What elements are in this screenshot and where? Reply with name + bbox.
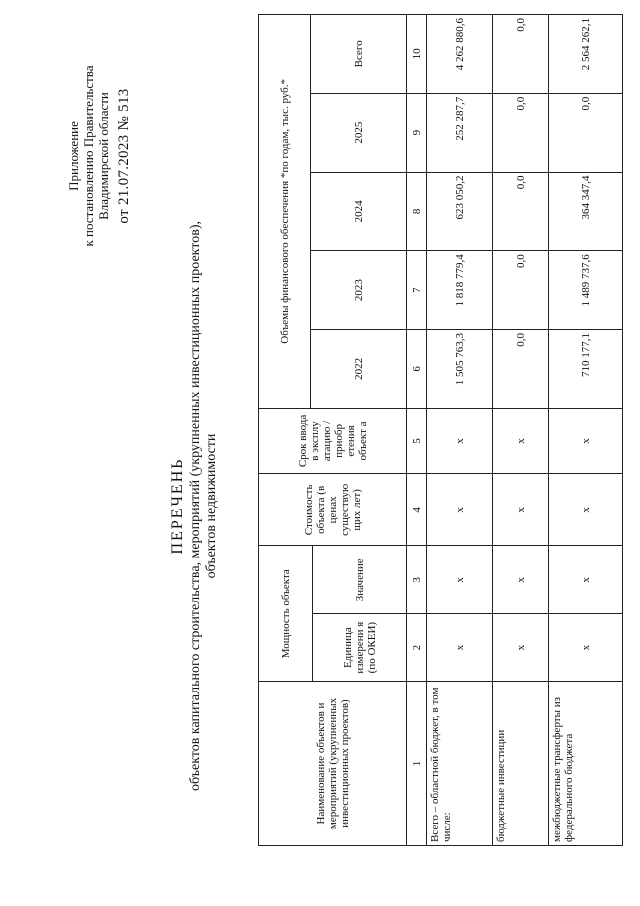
objects-table bbox=[258, 14, 623, 846]
row-value: х bbox=[493, 546, 549, 614]
appendix-region-line: Владимирской области bbox=[96, 92, 111, 220]
row-term: х bbox=[549, 408, 623, 474]
row-unit: х bbox=[493, 614, 549, 682]
appendix-decree-line: к постановлению Правительства bbox=[81, 65, 96, 247]
row-unit: х bbox=[427, 614, 493, 682]
col-number: 6 bbox=[407, 329, 427, 408]
title-heading: ПЕРЕЧЕНЬ bbox=[169, 457, 186, 555]
document-title bbox=[170, 146, 220, 866]
row-value: х bbox=[427, 546, 493, 614]
row-name: межбюджетные трансферты из федерального бюджета bbox=[549, 682, 623, 846]
row-cost: х bbox=[493, 474, 549, 546]
order-date-number: от 21.07.2023 № 513 bbox=[116, 88, 132, 224]
row-name: бюджетные инвестиции bbox=[493, 682, 549, 846]
title-line-2: объектов недвижимости bbox=[204, 433, 219, 579]
row-2023: 1 489 737,6 bbox=[549, 251, 623, 330]
row-total: 4 262 880,6 bbox=[427, 15, 493, 94]
col-number: 3 bbox=[407, 546, 427, 614]
title-line-1: объектов капитального строительства, мероприятий (укрупненных инвестиционных проектов), bbox=[188, 221, 203, 791]
row-total: 2 564 262,1 bbox=[549, 15, 623, 94]
appendix-block bbox=[66, 16, 132, 296]
row-2023: 1 818 779,4 bbox=[427, 251, 493, 330]
row-2022: 1 505 763,3 bbox=[427, 329, 493, 408]
col-number: 7 bbox=[407, 251, 427, 330]
appendix-label: Приложение bbox=[66, 121, 81, 191]
header-capacity: Мощность объекта bbox=[259, 546, 313, 682]
header-cost: Стоимость объекта (в ценах существую щих лет) bbox=[259, 474, 407, 546]
row-2024: 364 347,4 bbox=[549, 172, 623, 251]
col-number: 4 bbox=[407, 474, 427, 546]
row-2023: 0,0 bbox=[493, 251, 549, 330]
row-term: х bbox=[493, 408, 549, 474]
row-term: х bbox=[427, 408, 493, 474]
table-row bbox=[549, 15, 623, 846]
col-number: 10 bbox=[407, 15, 427, 94]
row-name: Всего – областной бюджет, в том числе: bbox=[427, 682, 493, 846]
header-unit: Единица измерени я (по ОКЕИ) bbox=[313, 614, 407, 682]
table-row bbox=[427, 15, 493, 846]
row-unit: х bbox=[549, 614, 623, 682]
column-number-row bbox=[407, 15, 427, 846]
row-2024: 0,0 bbox=[493, 172, 549, 251]
col-number: 2 bbox=[407, 614, 427, 682]
row-2022: 710 177,1 bbox=[549, 329, 623, 408]
header-term: Срок ввода в эксплу атацию / приобр етения объект а bbox=[259, 408, 407, 474]
header-year-2022: 2022 bbox=[311, 329, 407, 408]
header-year-2023: 2023 bbox=[311, 251, 407, 330]
row-2025: 252 287,7 bbox=[427, 93, 493, 172]
row-cost: х bbox=[427, 474, 493, 546]
row-2024: 623 050,2 bbox=[427, 172, 493, 251]
col-number: 5 bbox=[407, 408, 427, 474]
header-name: Наименование объектов и мероприятий (укрупненных инвестиционных проектов) bbox=[259, 682, 407, 846]
col-number: 8 bbox=[407, 172, 427, 251]
header-row-1 bbox=[259, 15, 311, 846]
col-number: 9 bbox=[407, 93, 427, 172]
table-row bbox=[493, 15, 549, 846]
row-cost: х bbox=[549, 474, 623, 546]
header-funding: Объемы финансового обеспечения *по годам, тыс. руб.* bbox=[259, 15, 311, 409]
row-2025: 0,0 bbox=[493, 93, 549, 172]
row-2025: 0,0 bbox=[549, 93, 623, 172]
header-value: Значение bbox=[313, 546, 407, 614]
header-year-2024: 2024 bbox=[311, 172, 407, 251]
row-value: х bbox=[549, 546, 623, 614]
row-2022: 0,0 bbox=[493, 329, 549, 408]
header-year-2025: 2025 bbox=[311, 93, 407, 172]
col-number: 1 bbox=[407, 682, 427, 846]
header-total: Всего bbox=[311, 15, 407, 94]
row-total: 0,0 bbox=[493, 15, 549, 94]
